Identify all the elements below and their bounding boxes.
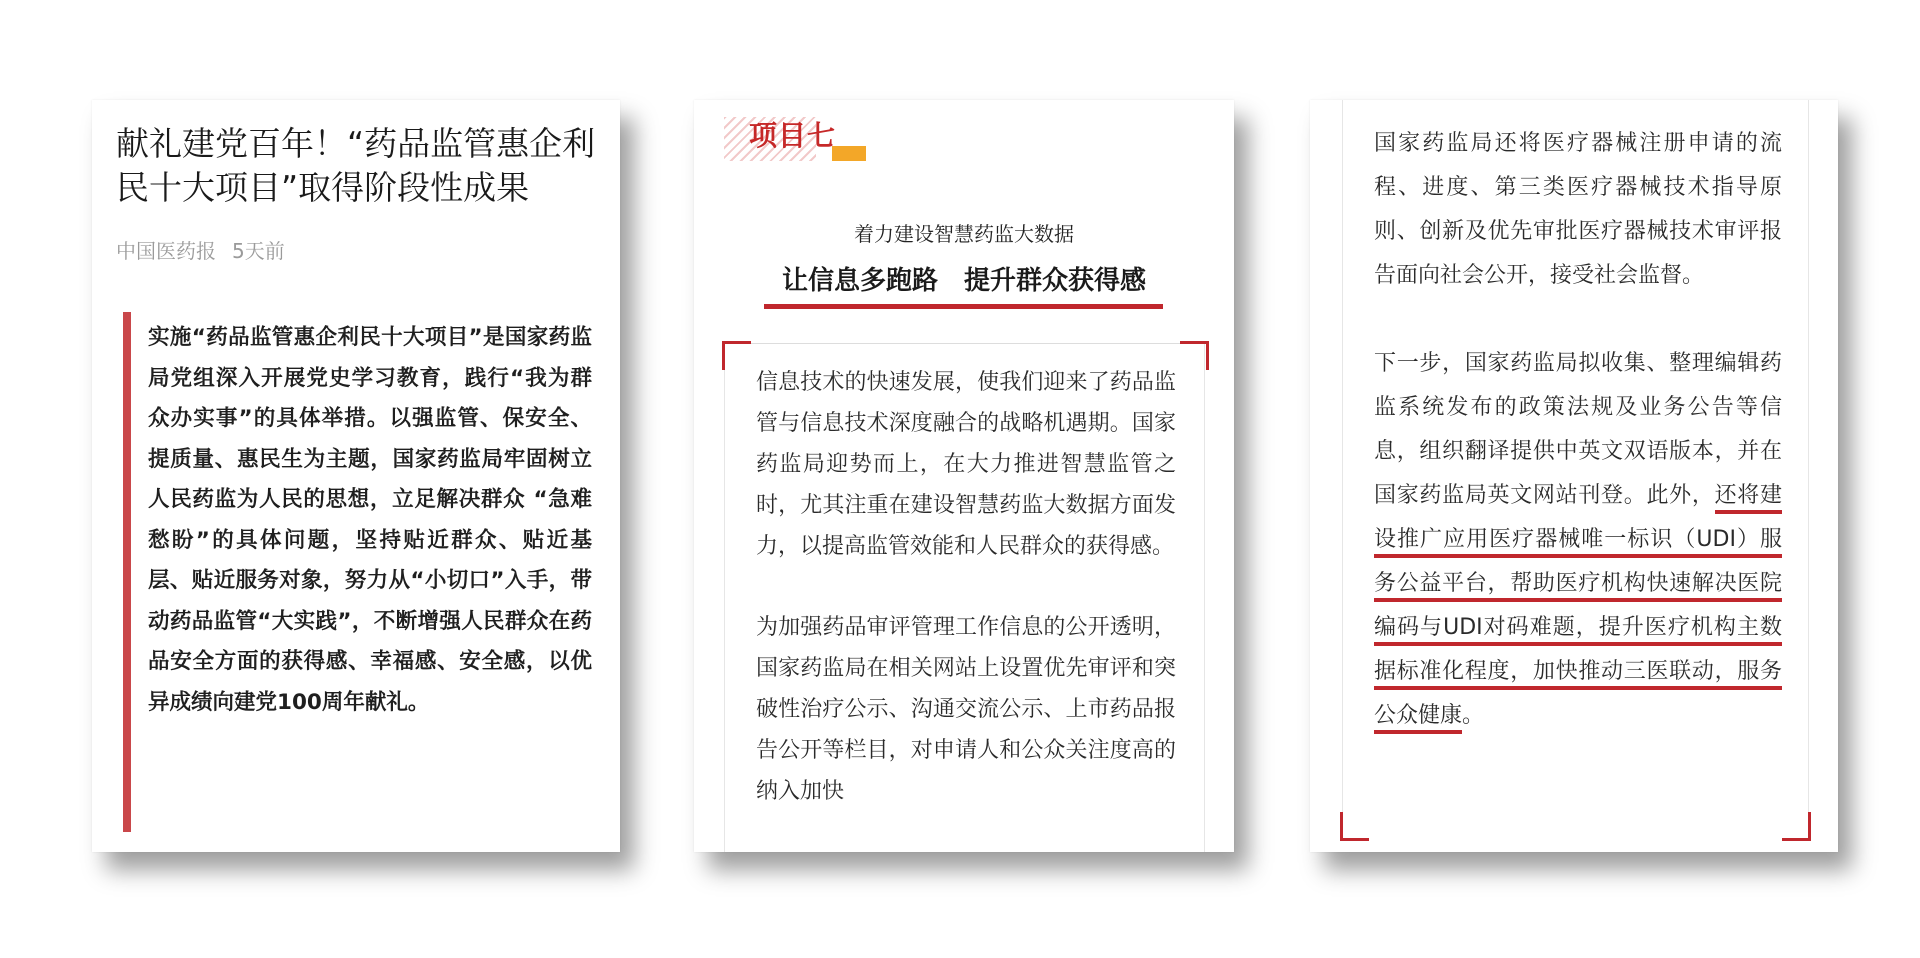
quote-accent-bar	[123, 312, 131, 832]
detail-paragraph-2-end: 。	[1462, 703, 1485, 728]
project-headline: 让信息多跑路 提升群众获得感	[781, 266, 1146, 296]
project-subtitle: 着力建设智慧药监大数据	[854, 222, 1074, 246]
detail-body	[1374, 122, 1782, 782]
frame-top-line	[724, 343, 1204, 344]
frame-corner-top-left	[722, 341, 751, 370]
article-source: 中国医药报	[116, 239, 216, 263]
project-paragraph: 信息技术的快速发展，使我们迎来了药品监管与信息技术深度融合的战略机遇期。国家药监局迎势而上，在大力推进智慧监管之时，尤其注重在建设智慧药监大数据方面发力，以提高监管效能和人民群众的获得感。	[756, 370, 1176, 559]
detail-paragraph-2-text: 下一步，国家药监局拟收集、整理编辑药监系统发布的政策法规及业务公告等信息，组织翻译提供中英文双语版本，并在国家药监局英文网站刊登。此外，	[1374, 351, 1782, 508]
frame-left-line	[1342, 100, 1343, 840]
frame-right-line	[1808, 100, 1809, 840]
article-time: 5天前	[232, 239, 285, 263]
highlighted-underlined-text: 还将建设推广应用医疗器械唯一标识（UDI）服务公益平台，帮助医疗机构快速解决医院编码与UDI对码难题，提升医疗机构主数据标准化程度，加快推动三医联动，服务公众健康	[1374, 483, 1782, 734]
detail-card	[1310, 100, 1838, 852]
project-body	[756, 362, 1176, 852]
article-meta	[116, 235, 285, 264]
frame-corner-bottom-right	[1782, 812, 1811, 841]
article-card	[92, 100, 620, 852]
project-label: 项目七	[749, 119, 837, 152]
frame-corner-bottom-left	[1340, 812, 1369, 841]
detail-paragraph-1: 国家药监局还将医疗器械注册申请的流程、进度、第三类医疗器械技术指导原则、创新及优先审批医疗器械技术审评报告面向社会公开，接受社会监督。	[1374, 131, 1782, 288]
project-paragraph: 为加强药品审评管理工作信息的公开透明，国家药监局在相关网站上设置优先审评和突破性治疗公示、沟通交流公示、上市药品报告公开等栏目，对申请人和公众关注度高的纳入加快	[756, 615, 1176, 804]
frame-corner-top-right	[1180, 341, 1209, 370]
frame-right-line	[1204, 343, 1205, 852]
detail-paragraph-2	[1374, 342, 1782, 738]
headline-underline	[764, 304, 1163, 309]
article-title: 献礼建党百年！“药品监管惠企利民十大项目”取得阶段性成果	[116, 124, 596, 207]
project-card	[694, 100, 1234, 852]
article-quote: 实施“药品监管惠企利民十大项目”是国家药监局党组深入开展党史学习教育，践行“我为群众办实事”的具体举措。以强监管、保安全、提质量、惠民生为主题，国家药监局牢固树立人民药监为人民的思想，立足解决群众 “急难愁盼”的具体问题，坚持贴近群众、贴近基层、贴近服务对象，努力从“小切口”入手，带动药品监管“大实践”，不断增强人民群众在药品安全方面的获得感、幸福感、安全感，以优异成绩向建党100周年献礼。	[148, 325, 592, 715]
frame-left-line	[724, 343, 725, 852]
label-accent-block	[832, 146, 866, 161]
